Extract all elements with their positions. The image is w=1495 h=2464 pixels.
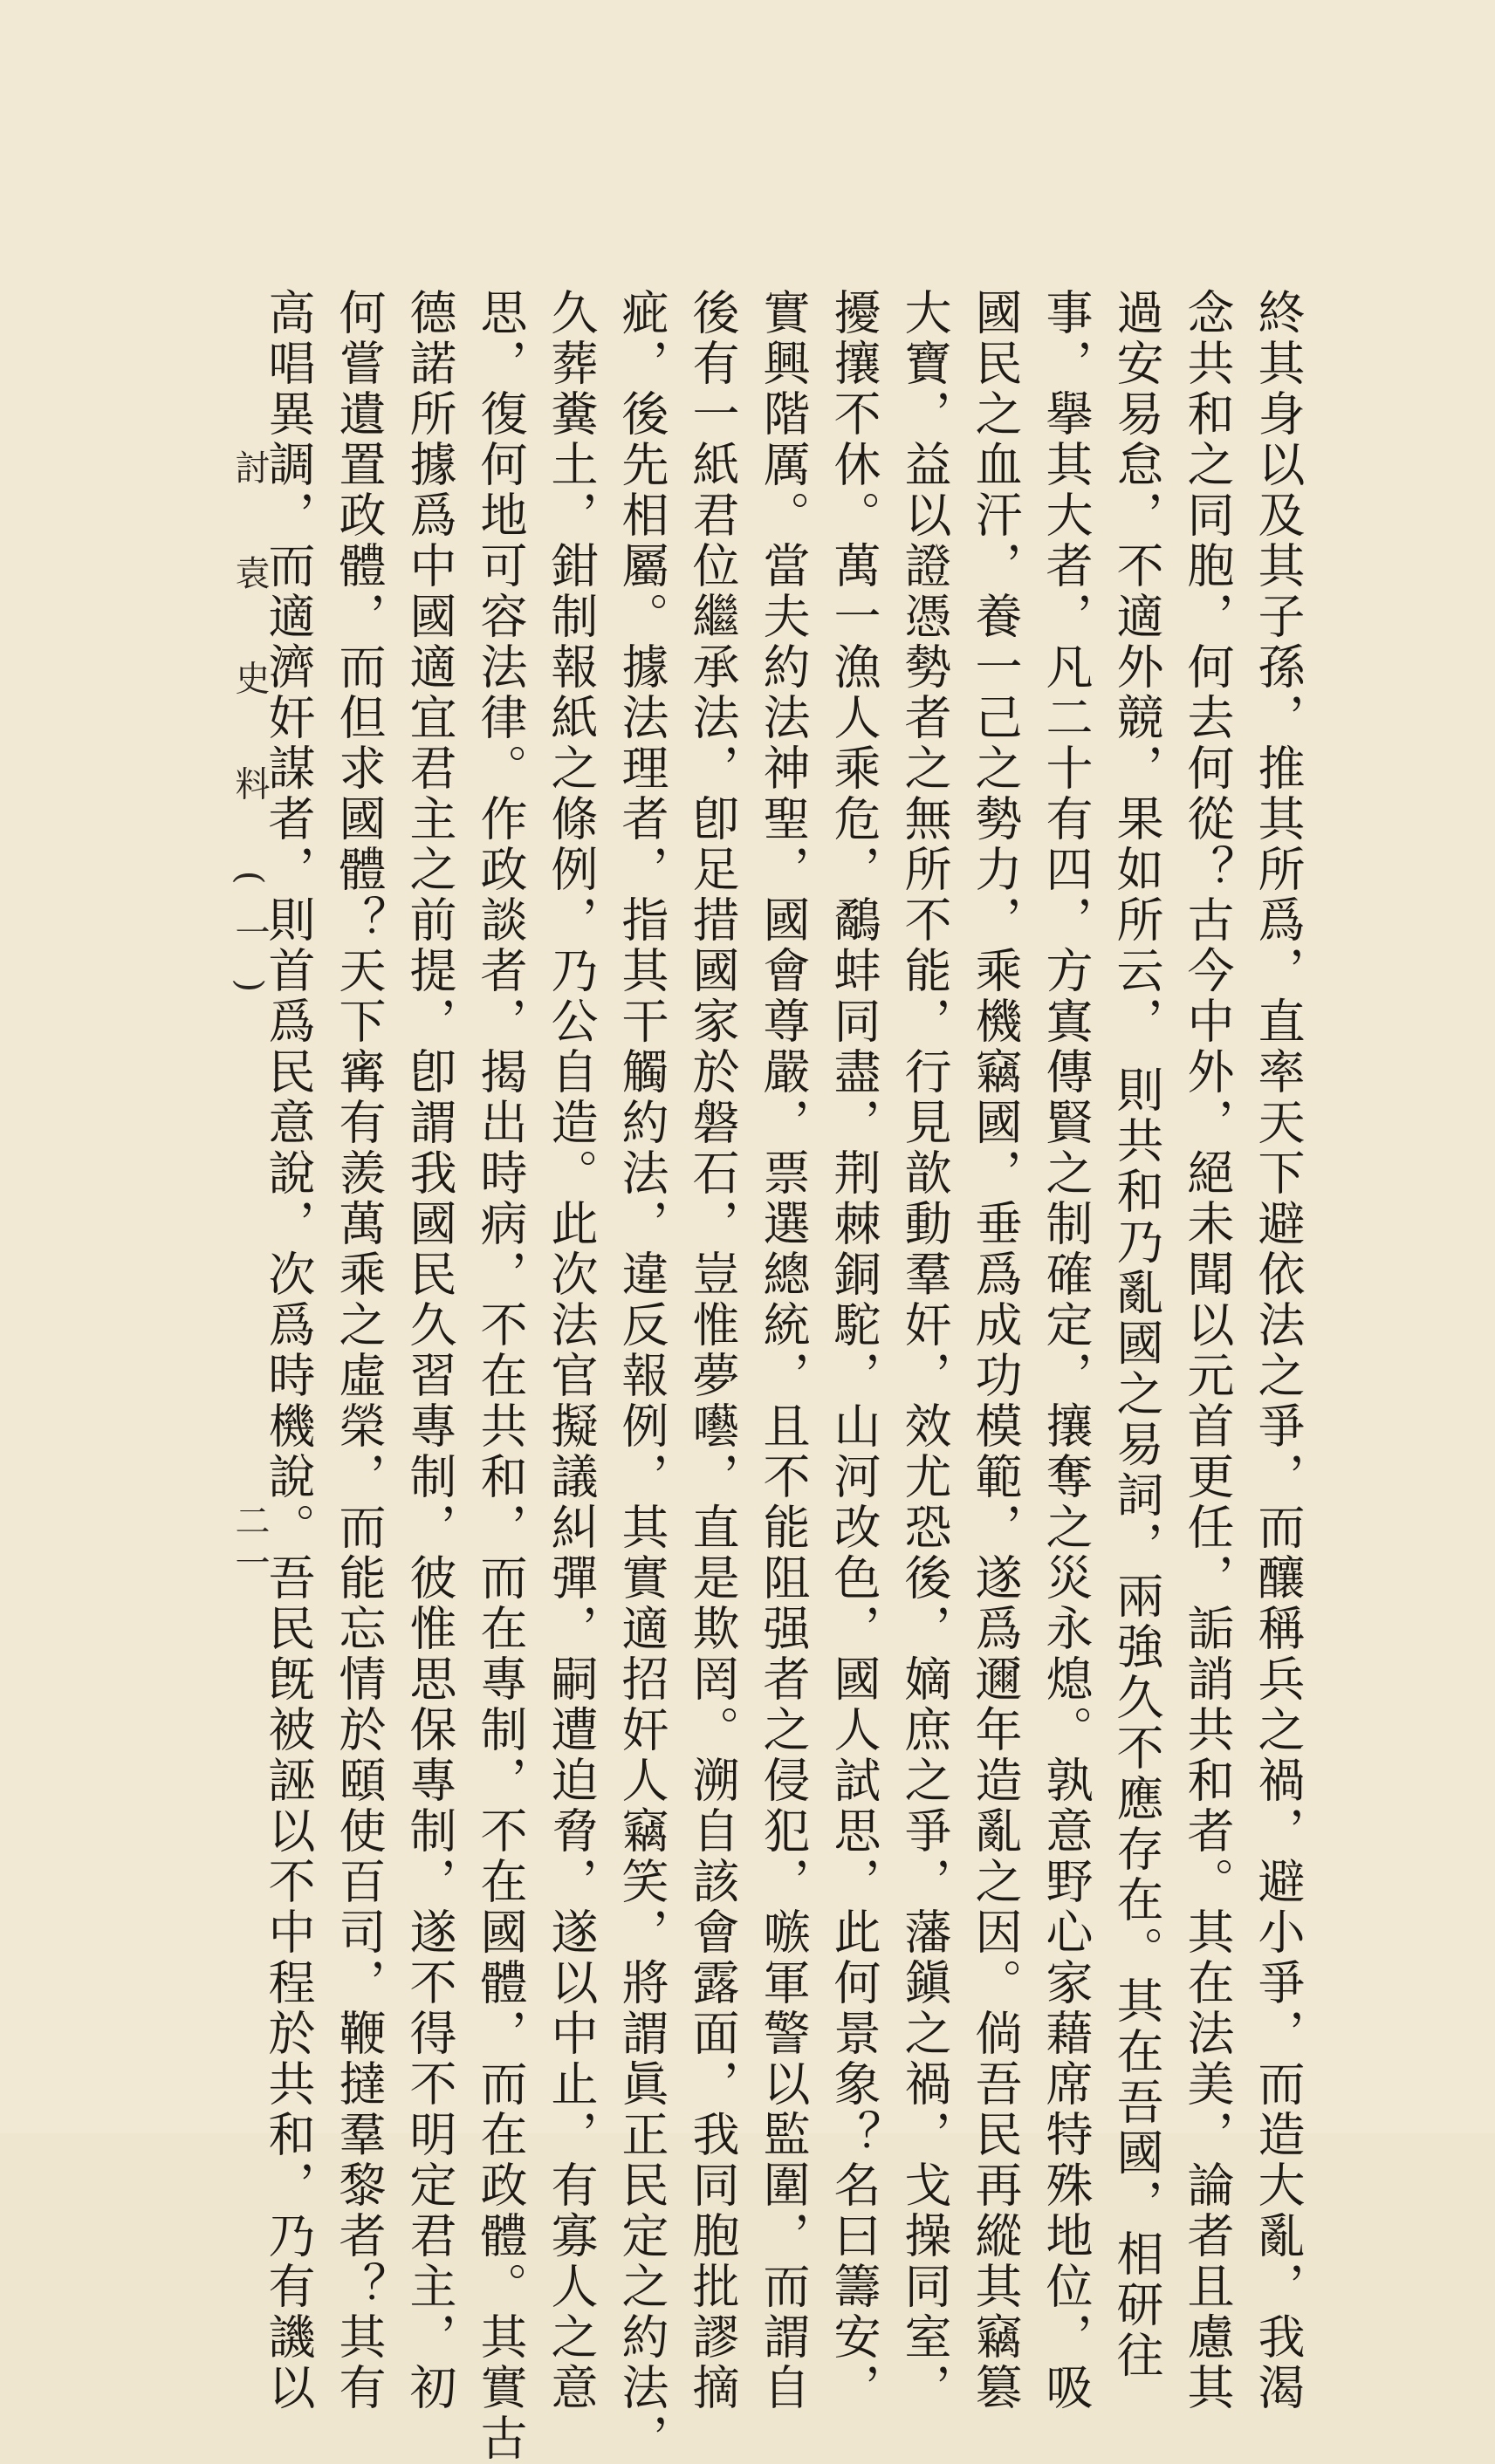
text-column-3: 過安易怠，不適外競，果如所云， 則共和乃亂國之易詞，兩強久不應存在。其在吾國，相研往 [1109,288,1164,2382]
text-column-7: 擾攘不休。萬一漁人乘危，鷸蚌同盡，荆棘銅駝，山河改色，國人試思，此何景象？名曰籌安， [826,288,881,2413]
text-column-9: 後有一紙君位繼承法，卽足措國家於磐石，豈惟夢囈，直是欺罔。溯自該會露面，我同胞批謬摘 [685,288,740,2413]
body-text [261,288,1313,2464]
text-column-12: 思，復何地可容法律。作政談者，揭出時病，不在共和，而在專制，不在國體，而在政體。其實古 [473,288,528,2464]
text-column-6: 大寶，益以證憑勢者之無所不能，行見歆動羣奸，效尤恐後，嫡庶之爭，藩鎭之禍，戈操同室， [897,288,952,2413]
text-column-4: 事，擧其大者，凡二十有四，方寘傳賢之制確定，攘奪之災永熄。孰意野心家藉席特殊地位，吸 [1039,288,1094,2413]
text-column-2: 念共和之同胞，何去何從？古今中外，絕未聞以元首更任，詬誚共和者。其在法美，論者且慮其 [1180,288,1235,2413]
text-column-8: 實興階厲。當夫約法神聖，國會尊嚴，票選總統，且不能阻强者之侵犯，嗾軍警以監圍，而謂自 [756,288,811,2413]
text-column-14: 何嘗遺置政體，而但求國體？天下寗有羨萬乘之虛榮，而能忘情於頤使百司，鞭撻羣黎者？其有 [332,288,387,2413]
text-column-10: 疵，後先相屬。據法理者，指其干觸約法，違反報例，其實適招奸人竊笑，將謂眞正民定之約法， [614,288,669,2464]
text-column-5: 國民之血汗，養一己之勢力，乘機竊國，垂爲成功模範，遂爲邇年造亂之因。倘吾民再縱其竊篡 [968,288,1023,2413]
text-column-15: 高唱異調，而適濟奸謀者，則首爲民意說，次爲時機說。吾民旣被誣以不中程於共和，乃有譏以 [261,288,316,2413]
text-column-13: 德諾所據爲中國適宜君主之前提，卽謂我國民久習專制，彼惟思保專制，遂不得不明定君主，初 [402,288,457,2413]
page-number: 二一 [230,1502,270,1586]
text-column-1: 終其身以及其子孫，推其所爲，直率天下避依法之爭，而釀稱兵之禍，避小爭，而造大亂，我渴 [1251,288,1306,2413]
text-column-11: 久葬糞土，鉗制報紙之條例，乃公自造。此次法官擬議糾彈，嗣遭迫脅，遂以中止，有寡人之意 [544,288,599,2413]
running-title: 討 袁 史 料 (一) [230,449,270,1023]
